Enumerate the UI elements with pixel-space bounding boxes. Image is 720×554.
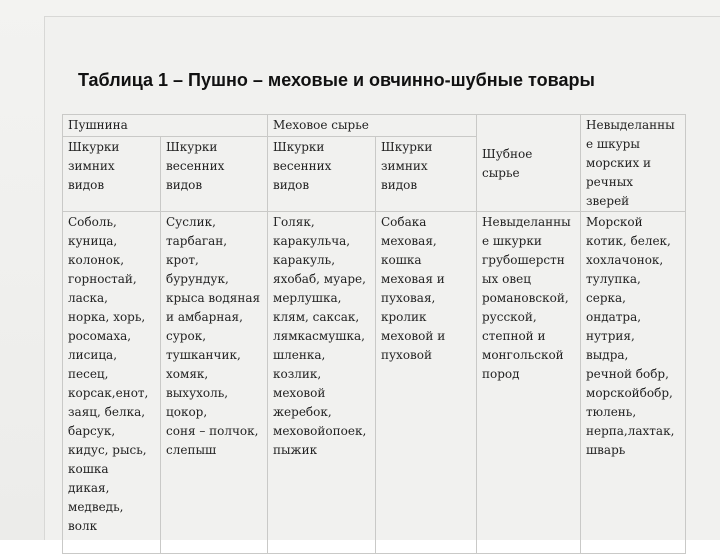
header-pushnina: Пушнина — [63, 115, 268, 137]
header-spring-skins: Шкурки весенних видов — [161, 137, 268, 212]
header-marine-skins: Невыделанны е шкуры морских и речных зверей — [581, 115, 686, 212]
body-cell-sheepskin: Невыделанны е шкурки грубошерстн ых овец романовской, русской, степной и монгольской пород — [477, 212, 581, 554]
body-cell-marine: Морской котик, белек, хохлачонок, тулупка, серка, ондатра, нутрия, выдра, речной бобр, морскойбобр, тюлень, нерпа,лахтак, шварь — [581, 212, 686, 554]
table-title: Таблица 1 – Пушно – меховые и овчинно-шубные товары — [78, 70, 595, 90]
header-mekhovoe-syrye: Меховое сырье — [268, 115, 477, 137]
body-cell-winter-raw: Собака меховая, кошка меховая и пуховая, кролик меховой и пуховой — [376, 212, 477, 554]
header-shubnoe-syrye: Шубное сырье — [477, 115, 581, 212]
header-winter-skins: Шкурки зимних видов — [63, 137, 161, 212]
body-cell-spring-furs: Суслик, тарбаган, крот, бурундук, крыса водяная и амбарная, сурок, тушканчик, хомяк, выхухоль, цокор, соня – полчок, слепыш — [161, 212, 268, 554]
fur-goods-table — [62, 114, 686, 554]
body-cell-spring-raw: Голяк, каракульча, каракуль, яхобаб, муаре, мерлушка, клям, саксак, лямкасмушка, шленка, козлик, меховой жеребок, меховойопоек, пыжик — [268, 212, 376, 554]
body-cell-winter-furs: Соболь, куница, колонок, горностай, ласка, норка, хорь, росомаха, лисица, песец, корсак,енот, заяц, белка, барсук, кидус, рысь, кошка дикая, медведь, волк — [63, 212, 161, 554]
header-winter-skins-2: Шкурки зимних видов — [376, 137, 477, 212]
header-spring-skins-2: Шкурки весенних видов — [268, 137, 376, 212]
